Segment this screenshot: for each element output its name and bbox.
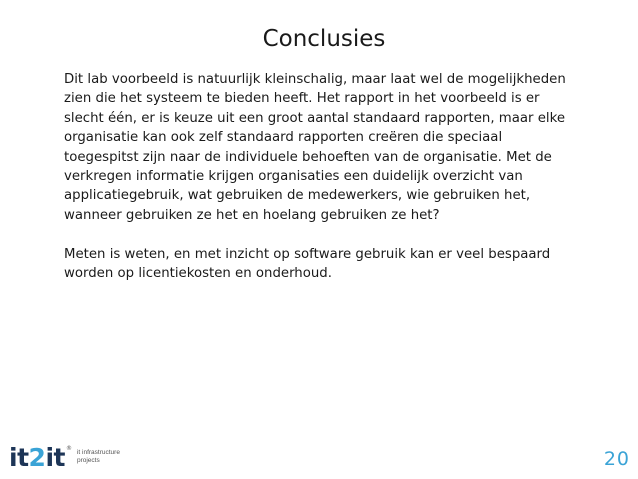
logo-registered-mark: ® xyxy=(65,445,72,452)
logo-part-it: it xyxy=(9,443,29,472)
paragraph-1: Dit lab voorbeeld is natuurlijk kleinschalig, maar laat wel de mogelijkheden zien die het systeem te bieden heeft. Het rapport in het voorbeeld is er slecht één, er is keuze uit een groot aantal standaard rapporten, maar elke organisatie kan ook zelf standaard rapporten creëren die speciaal toegespitst zijn naar de individuele behoeften van de organisatie. Met de verkregen informatie krijgen organisaties een duidelijk overzicht van applicatiegebruik, wat gebruiken de medewerkers, wie gebruiken het, wanneer gebruiken ze het en hoelang gebruiken ze het? xyxy=(64,72,566,223)
it2it-logo xyxy=(9,443,120,473)
logo-part-2: 2 xyxy=(28,443,46,472)
logo-wordmark xyxy=(9,443,65,473)
slide-title: Conclusies xyxy=(262,26,386,52)
page-number: 20 xyxy=(603,448,630,470)
logo-tagline-line2: projects xyxy=(76,457,100,464)
logo-tagline-line1: it infrastructure xyxy=(76,449,120,456)
paragraph-2: Meten is weten, en met inzicht op software gebruik kan er veel bespaard worden op licentiekosten en onderhoud. xyxy=(64,246,551,282)
logo-tagline xyxy=(77,449,120,465)
slide-body xyxy=(64,70,576,283)
logo-part-it-end: it xyxy=(45,443,65,472)
